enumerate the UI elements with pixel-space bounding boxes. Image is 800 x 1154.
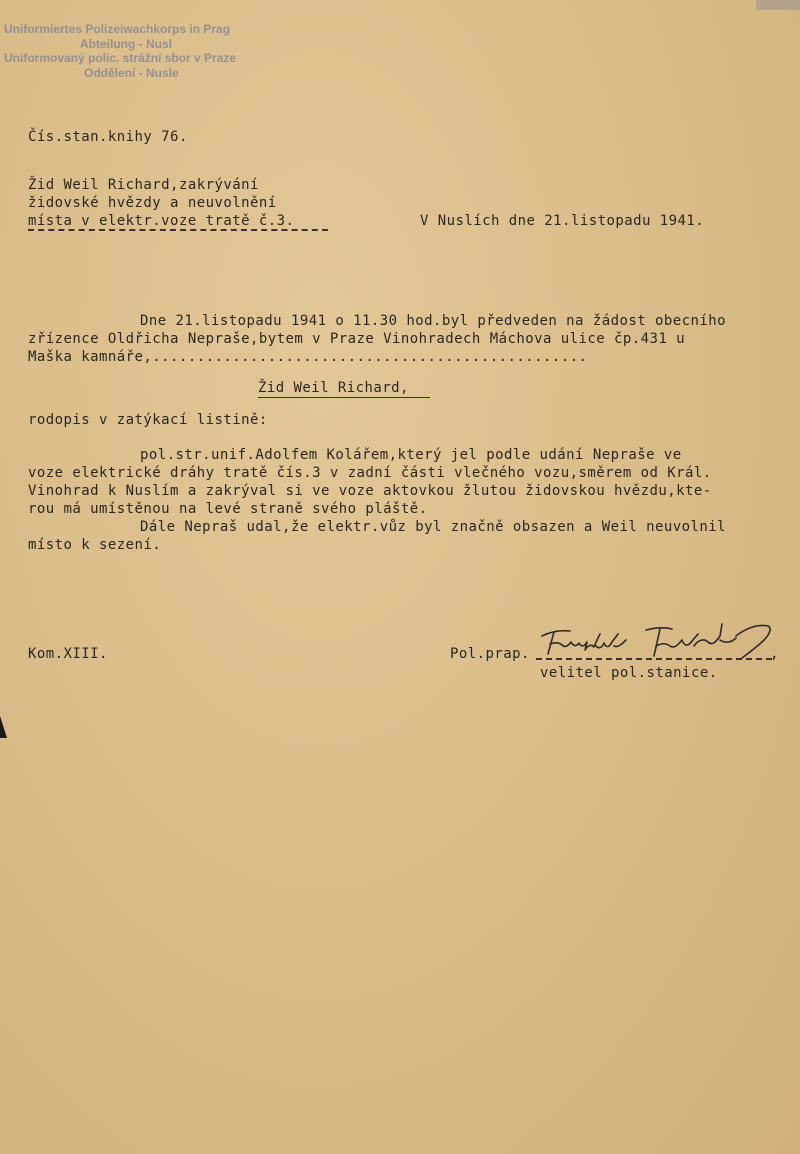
reference-number: Čís.stan.knihy 76. (28, 129, 188, 145)
date-line: V Nuslích dne 21.listopadu 1941. (420, 213, 705, 229)
body-p4-line-2: místo k sezení. (28, 537, 162, 553)
accused-name: Žid Weil Richard, (258, 380, 409, 396)
signer-title: velitel pol.stanice. (540, 665, 718, 681)
stamp-line-1: Uniformiertes Polizeiwachkorps in Prag (4, 22, 231, 36)
subject-line-1: Žid Weil Richard,zakrývání (28, 177, 259, 193)
body-p3-line-3: Vinohrad k Nuslím a zakrýval si ve voze aktovkou žlutou židovskou hvězdu,kte- (28, 483, 712, 499)
accused-name-underline (258, 397, 430, 398)
body-p3-line-2: voze elektrické dráhy tratě čís.3 v zadní části vlečného vozu,směrem od Král. (28, 465, 712, 481)
body-p4-line-1: Dále Nepraš udal,že elektr.vůz byl značně obsazen a Weil neuvolnil (140, 519, 726, 535)
signature-line (536, 658, 772, 660)
body-p1-line-3: Maška kamnáře,................................................. (28, 349, 588, 365)
subject-underline (28, 229, 328, 231)
stamp-line-3: Uniformovaný polic. strážní sbor v Praze (4, 51, 237, 65)
stamp-line-2: Abteilung - Nusl (80, 36, 172, 51)
body-p1-line-2: zřízence Oldřicha Nepraše,bytem v Praze Vinohradech Máchova ulice čp.431 u (28, 331, 686, 347)
body-p1-line-1: Dne 21.listopadu 1941 o 11.30 hod.byl předveden na žádost obecního (140, 313, 726, 329)
office-stamp (4, 22, 276, 80)
stamp-line-4: Oddělení - Nusle (84, 65, 179, 80)
subject-line-3: místa v elektr.voze tratě č.3. (28, 213, 295, 229)
signature-comma: , (770, 646, 779, 662)
handwritten-signature (536, 612, 776, 664)
signer-rank: Pol.prap. (450, 646, 530, 662)
body-p3-line-1: pol.str.unif.Adolfem Kolářem,který jel podle udání Nepraše ve (140, 447, 682, 463)
body-p2: rodopis v zatýkací listině: (28, 412, 268, 428)
edge-mark (0, 712, 8, 742)
body-p3-line-4: rou má umístěnou na levé straně svého pláště. (28, 501, 428, 517)
commissariat-label: Kom.XIII. (28, 646, 108, 662)
corner-mark (752, 0, 800, 14)
subject-line-2: židovské hvězdy a neuvolnění (28, 195, 277, 211)
